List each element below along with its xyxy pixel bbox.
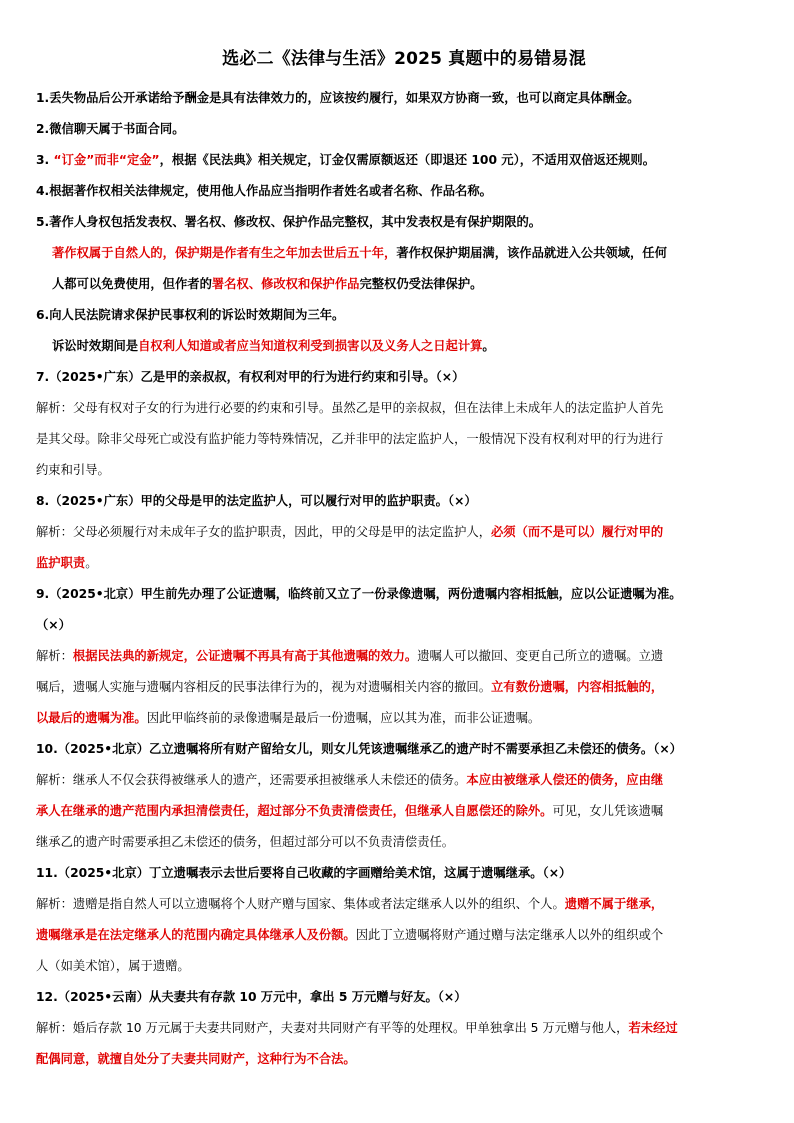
item-5-note-line-2: 人都可以免费使用，但作者的署名权、修改权和保护作品完整权仍受法律保护。: [52, 277, 483, 291]
item-8-analysis-line-1: 解析：父母必须履行对未成年子女的监护职责，因此，甲的父母是甲的法定监护人，必须（而不是可以）履行对甲的: [36, 525, 664, 539]
item-9-line-1: 9.（2025•北京）甲生前先办理了公证遗嘱，临终前又立了一份录像遗嘱，两份遗嘱内容相抵触，应以公证遗嘱为准。: [36, 587, 682, 601]
item-10-analysis-line-1: 解析：继承人不仅会获得被继承人的遗产，还需要承担被继承人未偿还的债务。本应由被继承人偿还的债务，应由继: [36, 773, 664, 787]
item-11-analysis-line-1: 解析：遗赠是指自然人可以立遗嘱将个人财产赠与国家、集体或者法定继承人以外的组织、个人。遗赠不属于继承，: [36, 897, 664, 911]
item-4: 4.根据著作权相关法律规定，使用他人作品应当指明作者姓名或者名称、作品名称。: [36, 184, 492, 198]
item-9-line-2: （×）: [36, 618, 71, 632]
item-7: 7.（2025•广东）乙是甲的亲叔叔，有权利对甲的行为进行约束和引导。（×）: [36, 370, 465, 384]
item-7-analysis-line-2: 是其父母。除非父母死亡或没有监护能力等特殊情况，乙并非甲的法定监护人，一般情况下没有权利对甲的行为进行: [36, 432, 664, 446]
item-12-analysis-line-2: 配偶同意，就擅自处分了夫妻共同财产，这种行为不合法。: [36, 1052, 356, 1066]
item-6-note: 诉讼时效期间是自权利人知道或者应当知道权利受到损害以及义务人之日起计算。: [52, 339, 495, 353]
item-11-analysis-line-3: 人（如美术馆），属于遗赠。: [36, 959, 190, 973]
item-8-analysis-line-2: 监护职责。: [36, 556, 98, 570]
item-2: 2.微信聊天属于书面合同。: [36, 122, 185, 136]
item-9-analysis-line-3: 以最后的遗嘱为准。因此甲临终前的录像遗嘱是最后一份遗嘱，应以其为准，而非公证遗嘱。: [36, 711, 541, 725]
item-12-analysis-line-1: 解析：婚后存款 10 万元属于夫妻共同财产，夫妻对共同财产有平等的处理权。甲单独拿出 5 万元赠与他人，若未经过: [36, 1021, 678, 1035]
item-10-analysis-line-2: 承人在继承的遗产范围内承担清偿责任，超过部分不负责清偿责任，但继承人自愿偿还的除外。可见，女儿凭该遗嘱: [36, 804, 664, 818]
item-10: 10.（2025•北京）乙立遗嘱将所有财产留给女儿，则女儿凭该遗嘱继承乙的遗产时不需要承担乙未偿还的债务。（×）: [36, 742, 682, 756]
page-title: 选必二《法律与生活》2025 真题中的易错易混: [222, 49, 586, 69]
item-3: 3. “订金”而非“定金”，根据《民法典》相关规定，订金仅需原额返还（即退还 100 元），不适用双倍返还规则。: [36, 153, 655, 167]
item-11: 11.（2025•北京）丁立遗嘱表示去世后要将自己收藏的字画赠给美术馆，这属于遗嘱继承。（×）: [36, 866, 572, 880]
item-5-note-line-1: 著作权属于自然人的，保护期是作者有生之年加去世后五十年，著作权保护期届满，该作品就进入公共领域，任何: [52, 246, 667, 260]
item-9-analysis-line-2: 嘱后，遗嘱人实施与遗嘱内容相反的民事法律行为的，视为对遗嘱相关内容的撤回。立有数份遗嘱，内容相抵触的，: [36, 680, 664, 694]
item-8: 8.（2025•广东）甲的父母是甲的法定监护人，可以履行对甲的监护职责。（×）: [36, 494, 477, 508]
item-9-analysis-line-1: 解析：根据民法典的新规定，公证遗嘱不再具有高于其他遗嘱的效力。遗嘱人可以撤回、变更自己所立的遗嘱。立遗: [36, 649, 664, 663]
item-11-analysis-line-2: 遗嘱继承是在法定继承人的范围内确定具体继承人及份额。因此丁立遗嘱将财产通过赠与法定继承人以外的组织或个: [36, 928, 664, 942]
item-10-analysis-line-3: 继承乙的遗产时需要承担乙未偿还的债务，但超过部分可以不负责清偿责任。: [36, 835, 455, 849]
item-7-analysis-line-1: 解析：父母有权对子女的行为进行必要的约束和引导。虽然乙是甲的亲叔叔，但在法律上未成年人的法定监护人首先: [36, 401, 664, 415]
item-6: 6.向人民法院请求保护民事权利的诉讼时效期间为三年。: [36, 308, 345, 322]
item-5: 5.著作人身权包括发表权、署名权、修改权、保护作品完整权，其中发表权是有保护期限的。: [36, 215, 542, 229]
item-1: 1.丢失物品后公开承诺给予酬金是具有法律效力的，应该按约履行，如果双方协商一致，也可以商定具体酬金。: [36, 91, 640, 105]
item-12: 12.（2025•云南）从夫妻共有存款 10 万元中，拿出 5 万元赠与好友。（×）: [36, 990, 467, 1004]
item-7-analysis-line-3: 约束和引导。: [36, 463, 110, 477]
